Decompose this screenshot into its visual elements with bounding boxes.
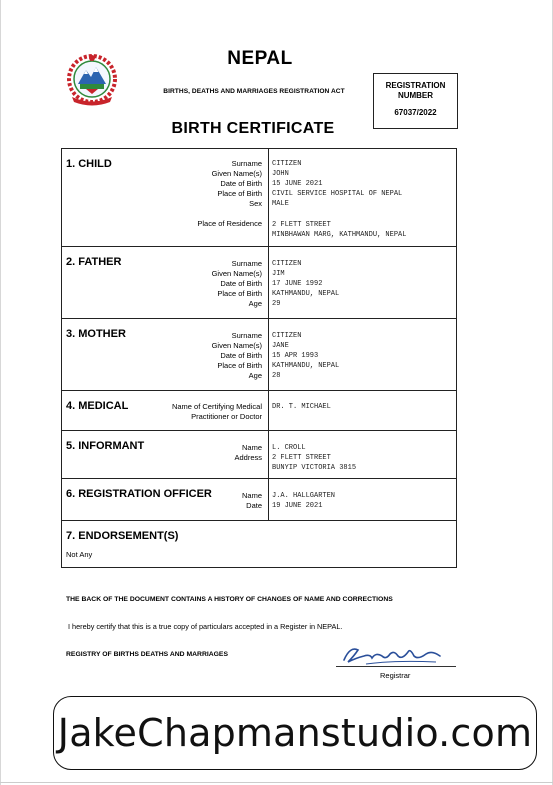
informant-name: L. CROLL — [272, 444, 306, 452]
father-place-of-birth: KATHMANDU, NEPAL — [272, 290, 340, 298]
mother-date-of-birth: 15 APR 1993 — [272, 352, 319, 360]
bottom-rule — [0, 782, 553, 783]
section-title: 4. MEDICAL — [66, 400, 129, 412]
practitioner-name: DR. T. MICHAEL — [272, 403, 331, 411]
endorsement-value: Not Any — [66, 550, 93, 559]
surname-label: Surname — [231, 159, 262, 168]
father-age: 29 — [272, 300, 281, 308]
certification-statement: I hereby certify that this is a true copy of particulars accepted in a Register in NEPAL. — [68, 622, 343, 631]
surname-label: Surname — [231, 259, 262, 268]
sex-label: Sex — [249, 199, 262, 208]
age-label: Age — [248, 299, 262, 308]
section-title: 2. FATHER — [66, 256, 122, 268]
registration-label: REGISTRATION NUMBER — [385, 81, 446, 100]
certificate-title: BIRTH CERTIFICATE — [171, 120, 335, 137]
officer-name: J.A. HALLGARTEN — [272, 492, 336, 500]
section-medical — [62, 391, 456, 431]
section-informant — [62, 431, 456, 479]
registrar-label: Registrar — [380, 671, 411, 680]
mother-given-names: JANE — [272, 342, 289, 350]
practitioner-label: Name of Certifying Medical Practitioner or Doctor — [171, 402, 262, 421]
date-of-birth-label: Date of Birth — [220, 279, 262, 288]
place-of-birth-label: Place of Birth — [217, 189, 262, 198]
divider — [268, 319, 269, 390]
father-given-names: JIM — [272, 270, 285, 278]
mother-surname: CITIZEN — [272, 332, 302, 340]
residence-label: Place of Residence — [197, 219, 262, 228]
country-heading: NEPAL — [227, 48, 293, 69]
section-title: 7. ENDORSEMENT(S) — [66, 530, 179, 542]
watermark-text: JakeChapmanstudio.com — [57, 711, 533, 755]
place-of-birth-label: Place of Birth — [217, 361, 262, 370]
name-label: Name — [241, 491, 262, 500]
informant-address-line1: 2 FLETT STREET — [272, 454, 331, 462]
given-names-label: Given Name(s) — [211, 169, 262, 178]
surname-label: Surname — [231, 331, 262, 340]
section-endorsements — [62, 521, 456, 567]
mother-place-of-birth: KATHMANDU, NEPAL — [272, 362, 340, 370]
divider — [268, 149, 269, 246]
section-title: 3. MOTHER — [66, 328, 126, 340]
back-of-document-note: THE BACK OF THE DOCUMENT CONTAINS A HISTORY OF CHANGES OF NAME AND CORRECTIONS — [66, 596, 393, 603]
given-names-label: Given Name(s) — [211, 269, 262, 278]
divider — [268, 479, 269, 520]
section-title: 6. REGISTRATION OFFICER — [66, 488, 212, 500]
registrar-signature — [336, 642, 456, 668]
section-registration-officer — [62, 479, 456, 521]
registration-date: 19 JUNE 2021 — [272, 502, 323, 510]
child-surname: CITIZEN — [272, 160, 302, 168]
section-father — [62, 247, 456, 319]
mother-age: 28 — [272, 372, 281, 380]
child-place-of-birth: CIVIL SERVICE HOSPITAL OF NEPAL — [272, 190, 403, 198]
child-residence-line1: 2 FLETT STREET — [272, 221, 331, 229]
child-given-names: JOHN — [272, 170, 289, 178]
act-title: BIRTHS, DEATHS AND MARRIAGES REGISTRATION ACT — [163, 88, 345, 95]
father-date-of-birth: 17 JUNE 1992 — [272, 280, 323, 288]
registration-number: 67037/2022 — [394, 108, 437, 117]
registration-box — [373, 73, 458, 129]
section-child — [62, 149, 456, 247]
given-names-label: Given Name(s) — [211, 341, 262, 350]
child-date-of-birth: 15 JUNE 2021 — [272, 180, 323, 188]
child-residence-line2: MINBHAWAN MARG, KATHMANDU, NEPAL — [272, 231, 407, 239]
section-title: 1. CHILD — [66, 158, 112, 170]
age-label: Age — [248, 371, 262, 380]
father-surname: CITIZEN — [272, 260, 302, 268]
date-label: Date — [246, 501, 262, 510]
address-label: Address — [234, 453, 262, 462]
certificate-table — [61, 148, 457, 568]
divider — [268, 247, 269, 318]
date-of-birth-label: Date of Birth — [220, 179, 262, 188]
signature-line — [336, 666, 456, 667]
nepal-emblem-icon — [66, 52, 118, 108]
child-sex: MALE — [272, 200, 289, 208]
divider — [268, 431, 269, 478]
watermark-banner — [53, 696, 537, 770]
name-label: Name — [241, 443, 262, 452]
date-of-birth-label: Date of Birth — [220, 351, 262, 360]
informant-address-line2: BUNYIP VICTORIA 3815 — [272, 464, 357, 472]
divider — [268, 391, 269, 430]
section-mother — [62, 319, 456, 391]
section-title: 5. INFORMANT — [66, 440, 145, 452]
place-of-birth-label: Place of Birth — [217, 289, 262, 298]
registry-name: REGISTRY OF BIRTHS DEATHS AND MARRIAGES — [66, 651, 228, 658]
